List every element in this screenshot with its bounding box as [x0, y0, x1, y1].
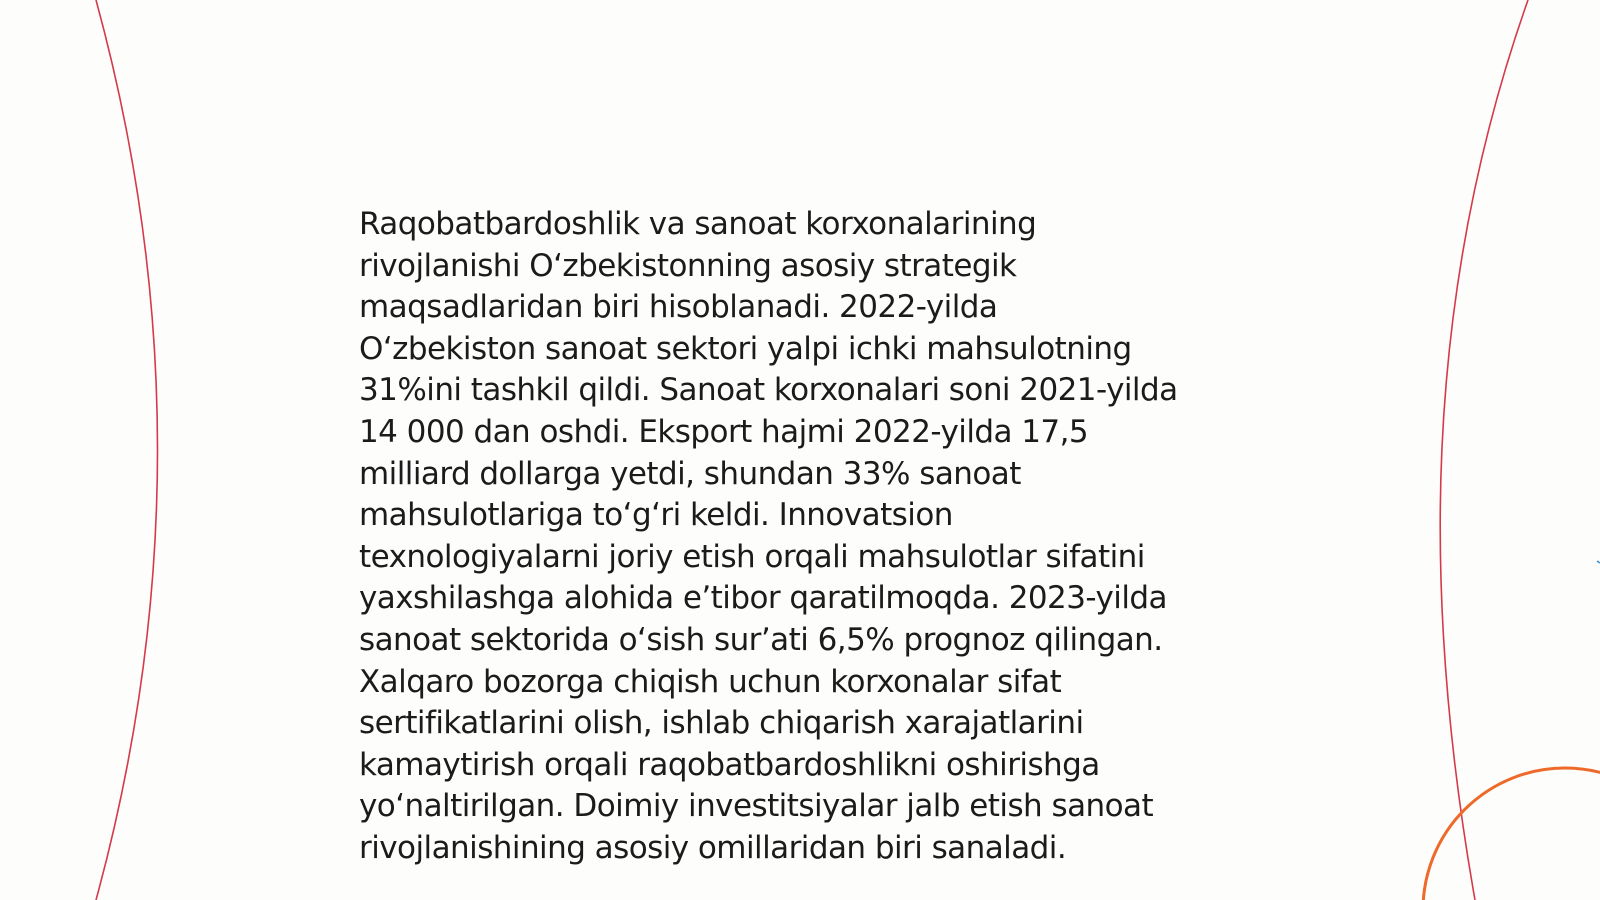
corner-arc-icon [1423, 768, 1600, 900]
paragraph-line: texnologiyalarni joriy etish orqali mahsulotlar sifatini [359, 538, 1145, 575]
paragraph-line: yo‘naltirilgan. Doimiy investitsiyalar jalb etish sanoat [359, 788, 1154, 825]
paragraph-line: 14 000 dan oshdi. Eksport hajmi 2022-yilda 17,5 [359, 413, 1089, 450]
left-curve-icon [96, 0, 158, 900]
paragraph-line: O‘zbekiston sanoat sektori yalpi ichki mahsulotning [359, 330, 1132, 367]
paragraph-line: rivojlanishi O‘zbekistonning asosiy strategik [359, 247, 1017, 284]
body-paragraph [359, 204, 1259, 870]
paragraph-line: milliard dollarga yetdi, shundan 33% sanoat [359, 455, 1021, 492]
paragraph-line: Xalqaro bozorga chiqish uchun korxonalar sifat [359, 663, 1062, 700]
paragraph-line: yaxshilashga alohida e’tibor qaratilmoqda. 2023-yilda [359, 580, 1167, 617]
paragraph-line: mahsulotlariga to‘g‘ri keldi. Innovatsion [359, 497, 953, 534]
paragraph-line: 31%ini tashkil qildi. Sanoat korxonalari soni 2021-yilda [359, 372, 1178, 409]
paragraph-line: kamaytirish orqali raqobatbardoshlikni oshirishga [359, 746, 1100, 783]
right-curve-icon [1440, 0, 1528, 900]
paragraph-line: rivojlanishining asosiy omillaridan biri sanaladi. [359, 829, 1067, 866]
paragraph-line: sertifikatlarini olish, ishlab chiqarish xarajatlarini [359, 705, 1084, 742]
paragraph-line: maqsadlaridan biri hisoblanadi. 2022-yilda [359, 289, 998, 326]
paragraph-line: sanoat sektorida o‘sish sur’ati 6,5% prognoz qilingan. [359, 621, 1163, 658]
paragraph-line: Raqobatbardoshlik va sanoat korxonalarining [359, 206, 1037, 242]
